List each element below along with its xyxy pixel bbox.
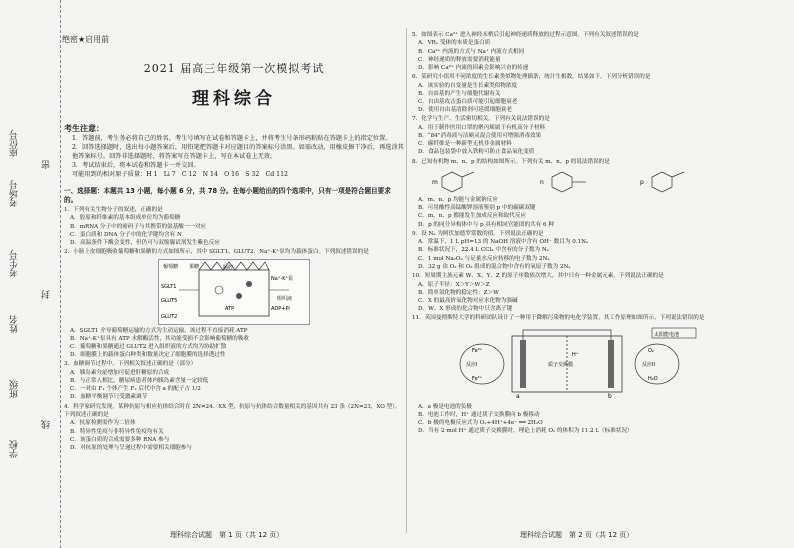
- fig-label: GLUT5: [161, 297, 178, 304]
- question-stem: 2．小肠上皮细胞吸收葡萄糖和果糖的方式如图所示，其中 SGLT1、GLUT2、Na⁺-K⁺泵均为载体蛋白。下列叙述错误的是: [64, 249, 369, 256]
- question-option: C．葡萄糖和果糖通过 GLUT2 进入组织液的方式均为协助扩散: [70, 344, 227, 351]
- question-option: A．SGLT1 介导葡萄糖运输的方式为主动运输，该过程不直接消耗 ATP: [70, 327, 248, 334]
- question-option: D．食品包装袋中放入铁粉可防止食品氧化变质: [418, 149, 535, 156]
- atomic-mass-line: 可能用到的相对原子质量：H 1 Li 7 C 12 N 14 O 16 S 32 Cd 112: [72, 171, 288, 178]
- question-option: D．对抗原的处理与呈递过程中需要相关细胞参与: [70, 445, 192, 452]
- question-option: B．标准状况下，22.4 L CCl₄ 中含有的分子数为 Nₐ: [418, 247, 549, 254]
- cell-diagram: [452, 326, 702, 400]
- cell-label: 质子交换膜: [548, 361, 574, 368]
- question-option: A．a 极是电池的负极: [418, 403, 472, 410]
- name-label: 姓名: [10, 315, 20, 333]
- fig-label: GLUT2: [161, 313, 178, 320]
- molecule-m-label: m: [432, 179, 438, 187]
- question-option: D．细胞膜上的载体蛋白种类和数量决定了细胞膜的选择透过性: [70, 352, 226, 359]
- seat-number-label: 座位号: [10, 130, 20, 157]
- molecule-diagram: [432, 168, 732, 194]
- question-stem: 5．如图表示 Ca²⁺ 进入神经末梢后引起神经递质释放的过程示意图。下列有关叙述错误的是: [412, 32, 639, 38]
- fig-label: ADP+Pi: [271, 305, 290, 312]
- cell-label: O₂: [648, 347, 654, 354]
- question-option: C．神经递质的释放需要消耗能量: [418, 56, 501, 63]
- exam-title: 2021 届高三年级第一次模拟考试: [143, 62, 325, 75]
- fig-label: SGLT1: [161, 283, 177, 290]
- cell-label: b: [608, 392, 612, 400]
- class-label: 班级: [10, 380, 20, 398]
- question-option: C．碳纤维是一种新型无机非金属材料: [418, 141, 512, 148]
- question-option: D．W、X 形成的化合物中只含离子键: [418, 306, 513, 313]
- question-stem: 4．科学家研究发现，某种抗原与相应抗体结合时在 2N=24、XX 型，抗原与抗体结合数量相关的基因共有 23 条（2N=23，XO 型）。下列叙述正确的是: [64, 403, 401, 419]
- question-stem: 3．血糖调节过程中，下列相关叙述正确的是（部分）: [64, 361, 197, 368]
- cut-mark-feng: 封: [42, 290, 52, 299]
- question-option: B．电池工作时，H⁺ 通过质子交换膜向 b 极移动: [418, 411, 540, 418]
- secret-label: 绝密★启用前: [62, 35, 110, 44]
- question-option: D．p 的同分异构体中与 p 具有相同官能团的共有 6 种: [418, 221, 554, 228]
- question-option: D．32 g 由 O₂ 和 O₃ 组成的混合物中含有的氧原子数为 2Nₐ: [418, 263, 571, 270]
- question-option: D．影响 Ca²⁺ 内流的因素会影响兴奋的传递: [418, 65, 529, 72]
- cut-mark-mi: 密: [42, 160, 52, 169]
- question-option: A．常温下，1 L pH=13 的 NaOH 溶液中含有 OH⁻ 数目为 0.1Nₐ: [418, 239, 589, 246]
- left-column: [64, 40, 404, 530]
- fig-label: ATP: [225, 305, 235, 312]
- question-option: A．用于制作医用口罩的聚丙烯属于有机高分子材料: [418, 124, 546, 131]
- student-number-label: 考生号: [10, 250, 20, 277]
- cell-label: H⁺: [572, 351, 579, 358]
- molecule-n-label: n: [540, 179, 544, 187]
- fig-label: 组织液: [277, 295, 293, 302]
- cell-label: 太阳能电池: [654, 331, 680, 338]
- question-option: B．自由基的产生与细胞代谢有关: [418, 90, 501, 97]
- question-stem: 11．英国曼彻斯特大学的科研团队设计了一种用于降解污染物的电化学装置，其工作原理如图所示。下列说法错误的是: [412, 315, 705, 322]
- question-option: A．胰岛素分泌增加可促进肝糖原的合成: [70, 369, 170, 376]
- part-one-heading: 一、选择题：本题共 13 小题，每小题 6 分，共 78 分。在每小题给出的四个选项中，只有一项是符合题目要求的。: [64, 187, 391, 204]
- left-page-footer: 理科综合试题 第 1 页（共 12 页）: [170, 531, 284, 539]
- school-label: 学校: [10, 440, 20, 458]
- question-option: B．特异性免疫与非特异性免疫均有关: [70, 428, 164, 435]
- question-stem: 10．短周期主族元素 W、X、Y、Z 的原子序数依次增大，其中只有一种金属元素。下列说法正确的是: [412, 273, 664, 280]
- question-stem: 6．某研究小组用不同浓度的生长素类似物处理插条，统计生根数，结果如下。下列分析错误的是: [412, 74, 651, 81]
- question-stem: 9．设 Nₐ 为阿伏加德罗常数的值。下列说法正确的是: [412, 230, 544, 237]
- question-option: B．简单氢化物的稳定性：Z＞W: [418, 289, 499, 296]
- question-stem: 7．化学与生产、生活密切相关。下列有关说法错误的是: [412, 116, 550, 123]
- question-stem: 1．下列有关生物分子的叙述，正确的是: [64, 207, 163, 213]
- fig-label: Na⁺-K⁺泵: [271, 275, 294, 282]
- question-option: D．血糖平衡调节只受激素调节: [70, 394, 148, 401]
- cell-label: a: [516, 392, 520, 400]
- question-option: B．mRNA 分子中的密码子与其携带的氨基酸一一对应: [70, 223, 207, 230]
- question-option: A．胶原和纤维素的基本组成单位均为葡萄糖: [70, 215, 181, 222]
- right-page-footer: 理科综合试题 第 2 页（共 12 页）: [520, 531, 634, 539]
- notice-item: 2．回答选择题时，选出每小题答案后，用铅笔把答题卡对应题目的答案标号涂黑。如需改动，用橡皮擦干净后，再选涂其他答案标号。回答非选择题时，将答案写在答题卡上，写在本试卷上无效。: [72, 144, 404, 160]
- cell-label: Fe²⁺: [472, 375, 483, 382]
- molecule-p-label: p: [640, 179, 644, 187]
- question-option: D．当有 2 mol H⁺ 通过质子交换膜时，理论上消耗 O₂ 的体积为 11.2 L（标准状况）: [418, 428, 633, 435]
- intestine-transport-figure: [158, 259, 310, 325]
- cell-label: H₂O: [648, 375, 658, 382]
- question-option: A．该实验的自变量是生长素类似物浓度: [418, 82, 518, 89]
- question-stem: 8．已知有机物 m、n、p 的结构如图所示。下列有关 m、n、p 的说法错误的是: [412, 158, 610, 165]
- fig-label: 葡萄糖: [163, 263, 179, 270]
- question-option: B．“84”消毒液与洁厕灵混合使用可增强消毒效果: [418, 133, 542, 140]
- fig-label: 果糖: [189, 263, 200, 270]
- notice-item: 3．考试结束后，将本试卷和答题卡一并交回。: [72, 162, 200, 169]
- question-option: B．Ca²⁺ 内流的方式与 Na⁺ 内流方式相同: [418, 48, 525, 55]
- question-option: C．X 的最高价氧化物对应水化物为强碱: [418, 297, 518, 304]
- fig-label: 肠腔: [223, 264, 234, 271]
- molecule-structures: [432, 168, 784, 194]
- binding-strip: [0, 0, 61, 548]
- question-option: B．与正常人相比，糖尿病患者体内胰岛素含量一定较低: [70, 378, 209, 385]
- cell-label: 反应II: [642, 361, 655, 368]
- question-option: C．b 极的电极反应式为 O₂+4H⁺+4e⁻ ══ 2H₂O: [418, 420, 543, 427]
- question-option: C．自由基攻击蛋白质可能引起细胞衰老: [418, 99, 518, 106]
- cell-label: Fe³⁺: [472, 347, 483, 354]
- electrochemical-cell-figure: [452, 326, 702, 400]
- question-option: A．抗原检测需作为二倍体: [70, 420, 136, 427]
- question-option: C．蛋白质和 DNA 分子中的化学键均含有 N: [70, 231, 182, 238]
- notice-item: 1．答题前，考生务必将自己的姓名、考生号填写在试卷和答题卡上，并将考生号条形码粘贴在答题卡上的指定位置。: [72, 135, 392, 142]
- cell-label: 反应I: [466, 361, 478, 368]
- question-option: B．Na⁺-K⁺泵具有 ATP 水解酶活性，其功能受损不会影响葡萄糖的吸收: [70, 335, 249, 342]
- question-option: A．VR₁ 受体的本质是蛋白质: [418, 40, 491, 47]
- question-option: D．使用自由基清除剂可延缓细胞衰老: [418, 107, 512, 114]
- question-option: A．m、n、p 均能与金属钠反应: [418, 197, 498, 204]
- question-option: C．该蛋白质的合成需要多种 RNA 参与: [70, 436, 170, 443]
- question-option: B．可用酸性高锰酸钾溶液鉴别 p 中的碳碳双键: [418, 205, 536, 212]
- column-divider: [406, 28, 407, 533]
- subject-title: 理科综合: [192, 89, 276, 109]
- question-option: C．1 mol Na₂O₂ 与足量水反应转移的电子数为 2Nₐ: [418, 255, 550, 262]
- notice-heading: 考生注意：: [64, 124, 104, 133]
- intestine-diagram: [159, 260, 309, 324]
- exam-room-label: 考场号: [10, 180, 20, 207]
- cut-mark-xian: 线: [42, 420, 52, 429]
- right-column: [412, 30, 784, 530]
- question-option: C．m、n、p 都能发生加成反应和取代反应: [418, 213, 527, 220]
- question-option: A．原子半径：X＞Y＞W＞Z: [418, 281, 490, 288]
- question-option: C．一对由 F₁ 个体产生 F₂ 后代中含 a 的配子占 1/2: [70, 386, 201, 393]
- question-option: D．高温条件下酶会变性，但仍可与双缩脲试剂发生紫色反应: [70, 240, 220, 247]
